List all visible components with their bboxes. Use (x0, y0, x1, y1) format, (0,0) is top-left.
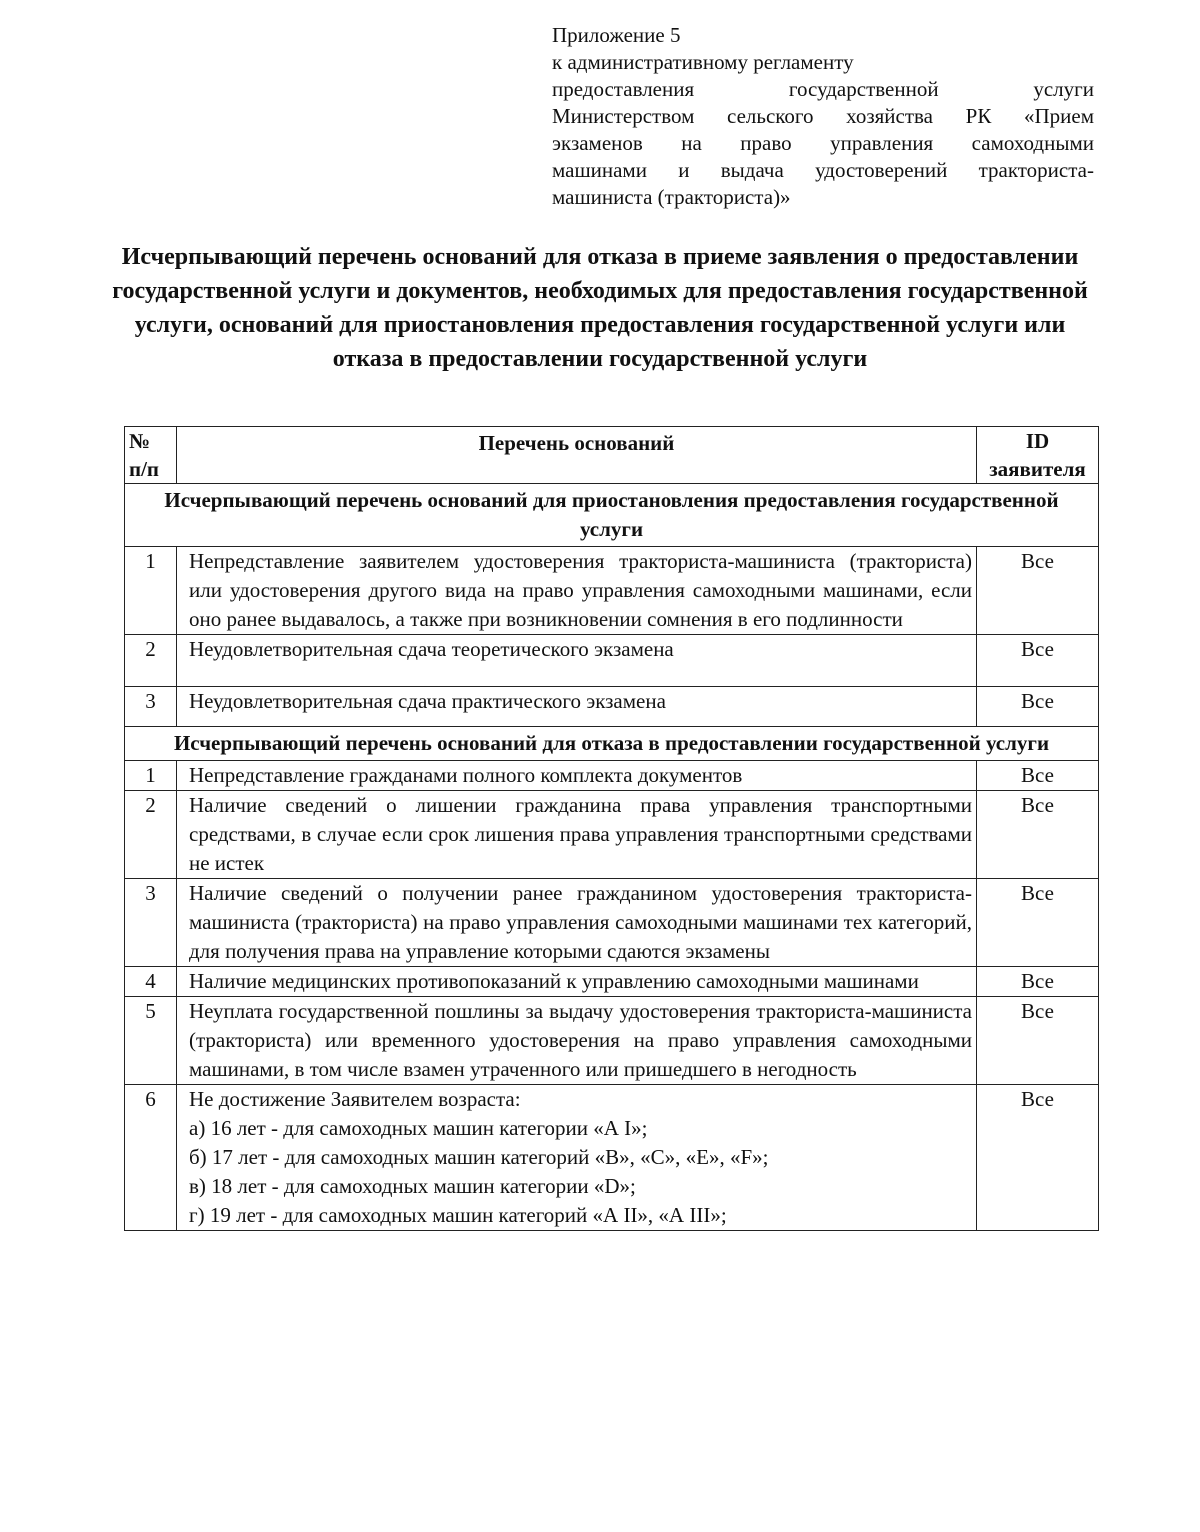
table-header-row (125, 427, 1099, 484)
table-row (125, 879, 1099, 967)
row-applicant-id: Все (977, 1085, 1099, 1231)
row-number: 1 (125, 761, 177, 791)
row-number: 5 (125, 997, 177, 1085)
row-applicant-id: Все (977, 791, 1099, 879)
row-number: 3 (125, 687, 177, 727)
row-applicant-id: Все (977, 879, 1099, 967)
row-applicant-id: Все (977, 761, 1099, 791)
table-row (125, 635, 1099, 687)
section-title-refusal: Исчерпывающий перечень оснований для отказа в предоставлении государственной услуги (125, 727, 1099, 761)
appendix-line: предоставления государственной услуги (552, 77, 1094, 101)
row-number: 1 (125, 547, 177, 635)
row-text: Неудовлетворительная сдача практического экзамена (177, 687, 977, 727)
row-text: Наличие сведений о получении ранее гражданином удостоверения тракториста-машиниста (тракториста) на право управления самоходными машинами тех категорий, для получения права на управление которыми сдаются экзамены (177, 879, 977, 967)
header-number: № п/п (125, 427, 177, 484)
list-item: б) 17 лет - для самоходных машин категорий «В», «С», «Е», «F»; (189, 1145, 769, 1169)
list-item: г) 19 лет - для самоходных машин категорий «А II», «А III»; (189, 1203, 727, 1227)
row-number: 2 (125, 635, 177, 687)
header-grounds: Перечень оснований (177, 427, 977, 484)
row-number: 4 (125, 967, 177, 997)
row-text: Непредставление гражданами полного комплекта документов (177, 761, 977, 791)
appendix-line: экзаменов на право управления самоходными (552, 131, 1094, 155)
row-text: Наличие сведений о лишении гражданина права управления транспортными средствами, в случае если срок лишения права управления транспортными средствами не истек (177, 791, 977, 879)
row-applicant-id: Все (977, 967, 1099, 997)
appendix-line: Приложение 5 (552, 23, 681, 47)
appendix-note (552, 22, 1094, 211)
table-row (125, 791, 1099, 879)
table-row (125, 1085, 1099, 1231)
grounds-table (124, 426, 1099, 1231)
row-number: 3 (125, 879, 177, 967)
row-text: Неуплата государственной пошлины за выдачу удостоверения тракториста-машиниста (тракториста) или временного удостоверения на право управления самоходными машинами, в том числе взамен утраченного или пришедшего в негодность (177, 997, 977, 1085)
appendix-line: Министерством сельского хозяйства РК «Прием (552, 104, 1094, 128)
row-text: Неудовлетворительная сдача теоретического экзамена (177, 635, 977, 687)
row-applicant-id: Все (977, 687, 1099, 727)
table-row (125, 997, 1099, 1085)
row-applicant-id: Все (977, 997, 1099, 1085)
list-item: в) 18 лет - для самоходных машин категории «D»; (189, 1174, 636, 1198)
row-number: 6 (125, 1085, 177, 1231)
table-row (125, 761, 1099, 791)
document-title: Исчерпывающий перечень оснований для отказа в приеме заявления о предоставлении государственной услуги и документов, необходимых для предоставления государственной услуги, оснований для приостановления предоставления государственной услуги или отказа в предоставлении государственной услуги (112, 244, 1088, 372)
section-title-suspension: Исчерпывающий перечень оснований для приостановления предоставления государственной услуги (125, 484, 1099, 547)
row-text-age-list (177, 1085, 977, 1231)
row-text: Наличие медицинских противопоказаний к управлению самоходными машинами (177, 967, 977, 997)
appendix-line: машинами и выдача удостоверений тракториста- (552, 158, 1094, 182)
appendix-line: машиниста (тракториста)» (552, 185, 791, 209)
table-row (125, 967, 1099, 997)
table-row (125, 547, 1099, 635)
row-number: 2 (125, 791, 177, 879)
list-item: а) 16 лет - для самоходных машин категории «А I»; (189, 1116, 648, 1140)
table-row (125, 687, 1099, 727)
row-text: Непредставление заявителем удостоверения тракториста-машиниста (тракториста) или удостоверения другого вида на право управления самоходными машинами, если оно ранее выдавалось, а также при возникновении сомнения в его подлинности (177, 547, 977, 635)
appendix-line: к административному регламенту (552, 50, 854, 74)
section-row (125, 727, 1099, 761)
section-row (125, 484, 1099, 547)
header-applicant-id: ID заявителя (977, 427, 1099, 484)
row-applicant-id: Все (977, 635, 1099, 687)
list-item: Не достижение Заявителем возраста: (189, 1087, 521, 1111)
row-applicant-id: Все (977, 547, 1099, 635)
